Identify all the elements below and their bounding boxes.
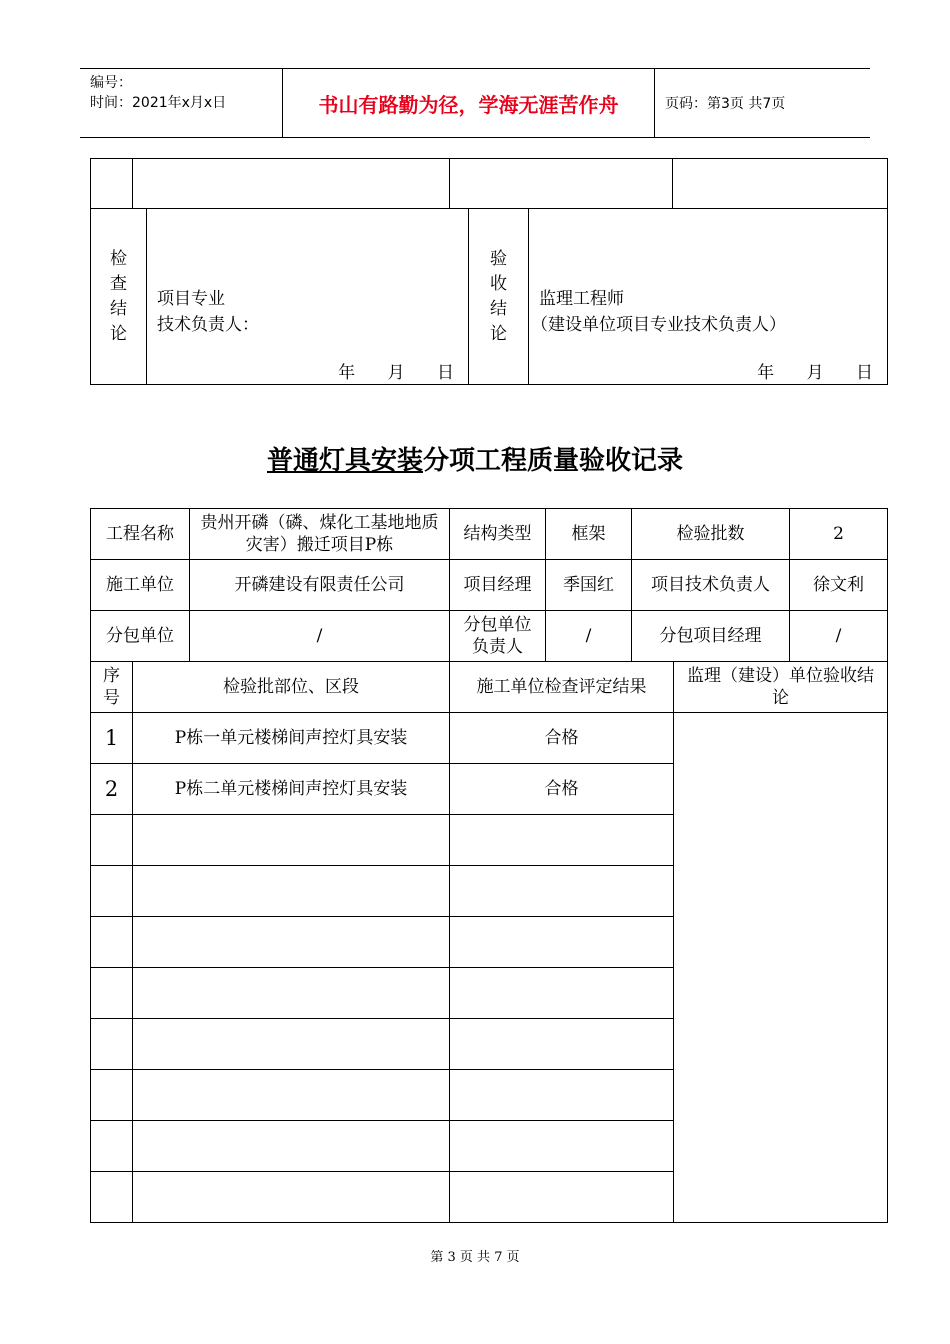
inspection-conclusion-label: 检 查 结 论 [91, 209, 147, 385]
manager-label: 项目经理 [450, 560, 546, 611]
row-result [450, 866, 674, 917]
row-result: 合格 [450, 713, 674, 764]
tech-lead-line2: 技术负责人： [157, 314, 259, 335]
row-result [450, 1121, 674, 1172]
conclusion-header: 监理（建设）单位验收结论 [674, 662, 888, 713]
tech-lead-value: 徐文利 [790, 560, 888, 611]
page-label: 页码：第3页 共7页 [665, 96, 786, 112]
batch-count-value: 2 [790, 509, 888, 560]
header-meta [80, 69, 282, 137]
supervisor-line1: 监理工程师 [539, 288, 624, 309]
inspection-date: 年 月 日 [338, 362, 454, 383]
row-seq: 1 [91, 713, 133, 764]
empty-cell [91, 159, 133, 209]
project-name-label: 工程名称 [91, 509, 190, 560]
acceptance-date: 年 月 日 [757, 362, 873, 383]
structure-value: 框架 [546, 509, 632, 560]
page-header [80, 68, 870, 138]
row-seq: 2 [91, 764, 133, 815]
batch-count-label: 检验批数 [632, 509, 790, 560]
inspection-signature-cell [147, 209, 469, 385]
table-row [91, 713, 888, 764]
row-seq [91, 1070, 133, 1121]
row-location [133, 1019, 450, 1070]
row-location: P栋二单元楼梯间声控灯具安装 [133, 764, 450, 815]
empty-cell [450, 159, 673, 209]
row-seq [91, 1019, 133, 1070]
manager-value: 季国红 [546, 560, 632, 611]
row-result [450, 968, 674, 1019]
sub-manager-value: / [790, 611, 888, 662]
number-label: 编号： [90, 75, 132, 91]
contractor-label: 施工单位 [91, 560, 190, 611]
acceptance-conclusion-label: 验 收 结 论 [469, 209, 529, 385]
conclusion-cell [674, 713, 888, 1223]
sub-manager-label: 分包项目经理 [632, 611, 790, 662]
row-seq [91, 1172, 133, 1223]
subcontractor-value: / [190, 611, 450, 662]
location-header: 检验批部位、区段 [133, 662, 450, 713]
row-location [133, 866, 450, 917]
row-location: P栋一单元楼梯间声控灯具安装 [133, 713, 450, 764]
row-seq [91, 917, 133, 968]
row-location [133, 917, 450, 968]
row-seq [91, 815, 133, 866]
tech-lead-line1: 项目专业 [157, 288, 225, 309]
subcontractor-label: 分包单位 [91, 611, 190, 662]
row-seq [91, 866, 133, 917]
acceptance-signature-cell [529, 209, 888, 385]
tech-lead-label: 项目技术负责人 [632, 560, 790, 611]
page-title [0, 440, 950, 477]
row-result [450, 1172, 674, 1223]
empty-cell [673, 159, 888, 209]
record-rows [91, 713, 888, 1223]
row-result [450, 815, 674, 866]
supervisor-line2: （建设单位项目专业技术负责人） [531, 314, 786, 335]
row-result: 合格 [450, 764, 674, 815]
signature-section [90, 208, 888, 385]
result-header: 施工单位检查评定结果 [450, 662, 674, 713]
structure-label: 结构类型 [450, 509, 546, 560]
row-location [133, 1172, 450, 1223]
page-footer: 第 3 页 共 7 页 [430, 1250, 520, 1265]
sub-lead-label: 分包单位负责人 [450, 611, 546, 662]
row-seq [91, 968, 133, 1019]
row-location [133, 1121, 450, 1172]
top-empty-row [90, 158, 888, 209]
sub-lead-value: / [546, 611, 632, 662]
contractor-value: 开磷建设有限责任公司 [190, 560, 450, 611]
row-result [450, 1019, 674, 1070]
empty-cell [133, 159, 450, 209]
row-seq [91, 1121, 133, 1172]
row-result [450, 917, 674, 968]
row-result [450, 1070, 674, 1121]
slogan: 书山有路勤为径，学海无涯苦作舟 [282, 69, 655, 137]
title-rest: 分项工程质量验收记录 [423, 446, 684, 476]
row-location [133, 815, 450, 866]
record-table [90, 508, 888, 1223]
time-label: 时间：2021年x月x日 [90, 95, 227, 111]
title-underlined: 普通灯具安装 [266, 446, 423, 476]
row-location [133, 1070, 450, 1121]
seq-header: 序号 [91, 662, 133, 713]
row-location [133, 968, 450, 1019]
project-name-value: 贵州开磷（磷、煤化工基地地质灾害）搬迁项目P栋 [190, 509, 450, 560]
